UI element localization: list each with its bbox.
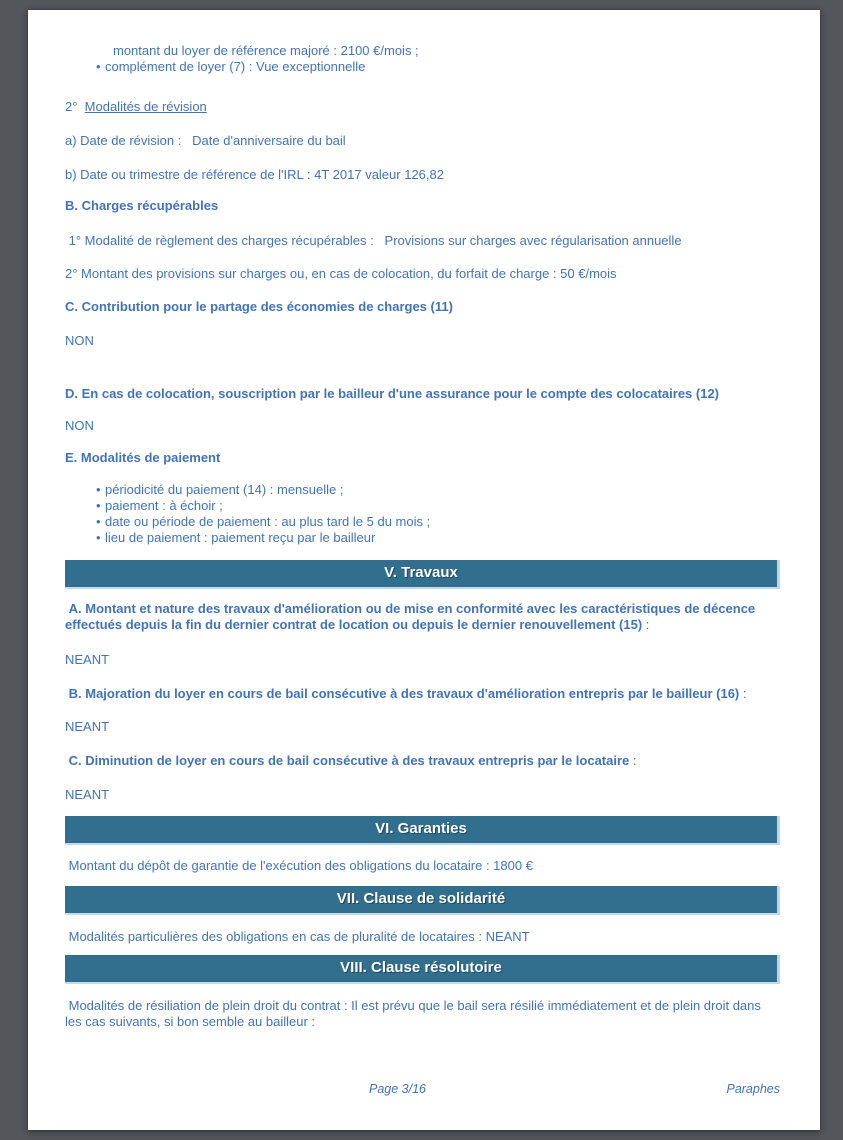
complement-loyer-item: • complément de loyer (7) : Vue exceptionnelle xyxy=(96,59,780,75)
section-banner-solidarite: VII. Clause de solidarité xyxy=(65,886,780,915)
paiement-periodicite-item: • périodicité du paiement (14) : mensuelle ; xyxy=(96,482,780,498)
modalites-revision-title xyxy=(65,99,780,115)
complement-loyer-list xyxy=(65,59,780,75)
assurance-colocation-heading: D. En cas de colocation, souscription par le bailleur d'une assurance pour le compte des colocataires (12) xyxy=(65,386,720,401)
document-page xyxy=(28,10,820,1130)
section-banner-garanties: VI. Garanties xyxy=(65,816,780,845)
travaux-a-value: NEANT xyxy=(65,652,110,667)
charges-provisions-line: 2° Montant des provisions sur charges ou, en cas de colocation, du forfait de charge : 50 €/mois xyxy=(65,266,617,281)
travaux-b-value: NEANT xyxy=(65,719,110,734)
paiement-echoir-item: • paiement : à échoir ; xyxy=(96,498,780,514)
irl-reference-line: b) Date ou trimestre de référence de l'IRL : 4T 2017 valeur 126,82 xyxy=(65,167,444,182)
charges-reglement-line: 1° Modalité de règlement des charges récupérables : Provisions sur charges avec régularisation annuelle xyxy=(65,233,682,248)
assurance-colocation-value: NON xyxy=(65,418,94,433)
paiement-lieu-item: • lieu de paiement : paiement reçu par le bailleur xyxy=(96,530,780,546)
date-revision-line: a) Date de révision : Date d'anniversaire du bail xyxy=(65,133,346,148)
page-footer xyxy=(65,1081,780,1097)
revision-number: 2° xyxy=(65,99,85,114)
section-banner-resolutoire: VIII. Clause résolutoire xyxy=(65,955,780,984)
paraphes-label: Paraphes xyxy=(726,1082,780,1096)
travaux-b-heading: B. Majoration du loyer en cours de bail consécutive à des travaux d'amélioration entrepris par le bailleur (16) : xyxy=(65,686,747,701)
travaux-c-heading: C. Diminution de loyer en cours de bail consécutive à des travaux entrepris par le locataire : xyxy=(65,753,637,768)
depot-garantie-line: Montant du dépôt de garantie de l'exécution des obligations du locataire : 1800 € xyxy=(65,858,533,873)
page-number: Page 3/16 xyxy=(369,1082,426,1096)
contribution-value: NON xyxy=(65,333,94,348)
travaux-c-value: NEANT xyxy=(65,787,110,802)
contribution-heading: C. Contribution pour le partage des économies de charges (11) xyxy=(65,299,453,314)
modalites-paiement-list xyxy=(65,482,780,546)
section-banner-travaux: V. Travaux xyxy=(65,560,780,589)
loyer-reference-majore-line: montant du loyer de référence majoré : 2100 €/mois ; xyxy=(113,43,419,58)
travaux-a-heading: A. Montant et nature des travaux d'amélioration ou de mise en conformité avec les caractéristiques de décence effectués depuis la fin du dernier contrat de location ou depuis le dernier renouvellement (15) : xyxy=(65,601,759,632)
solidarite-line: Modalités particulières des obligations en cas de pluralité de locataires : NEANT xyxy=(65,929,530,944)
revision-title-underlined: Modalités de révision xyxy=(84,99,207,114)
resolutoire-line: Modalités de résiliation de plein droit du contrat : Il est prévu que le bail sera résilié immédiatement et de plein droit dans les cas suivants, si bon semble au bailleur : xyxy=(65,998,765,1029)
modalites-paiement-heading: E. Modalités de paiement xyxy=(65,450,221,465)
paiement-date-item: • date ou période de paiement : au plus tard le 5 du mois ; xyxy=(96,514,780,530)
charges-recuperables-heading: B. Charges récupérables xyxy=(65,198,219,213)
